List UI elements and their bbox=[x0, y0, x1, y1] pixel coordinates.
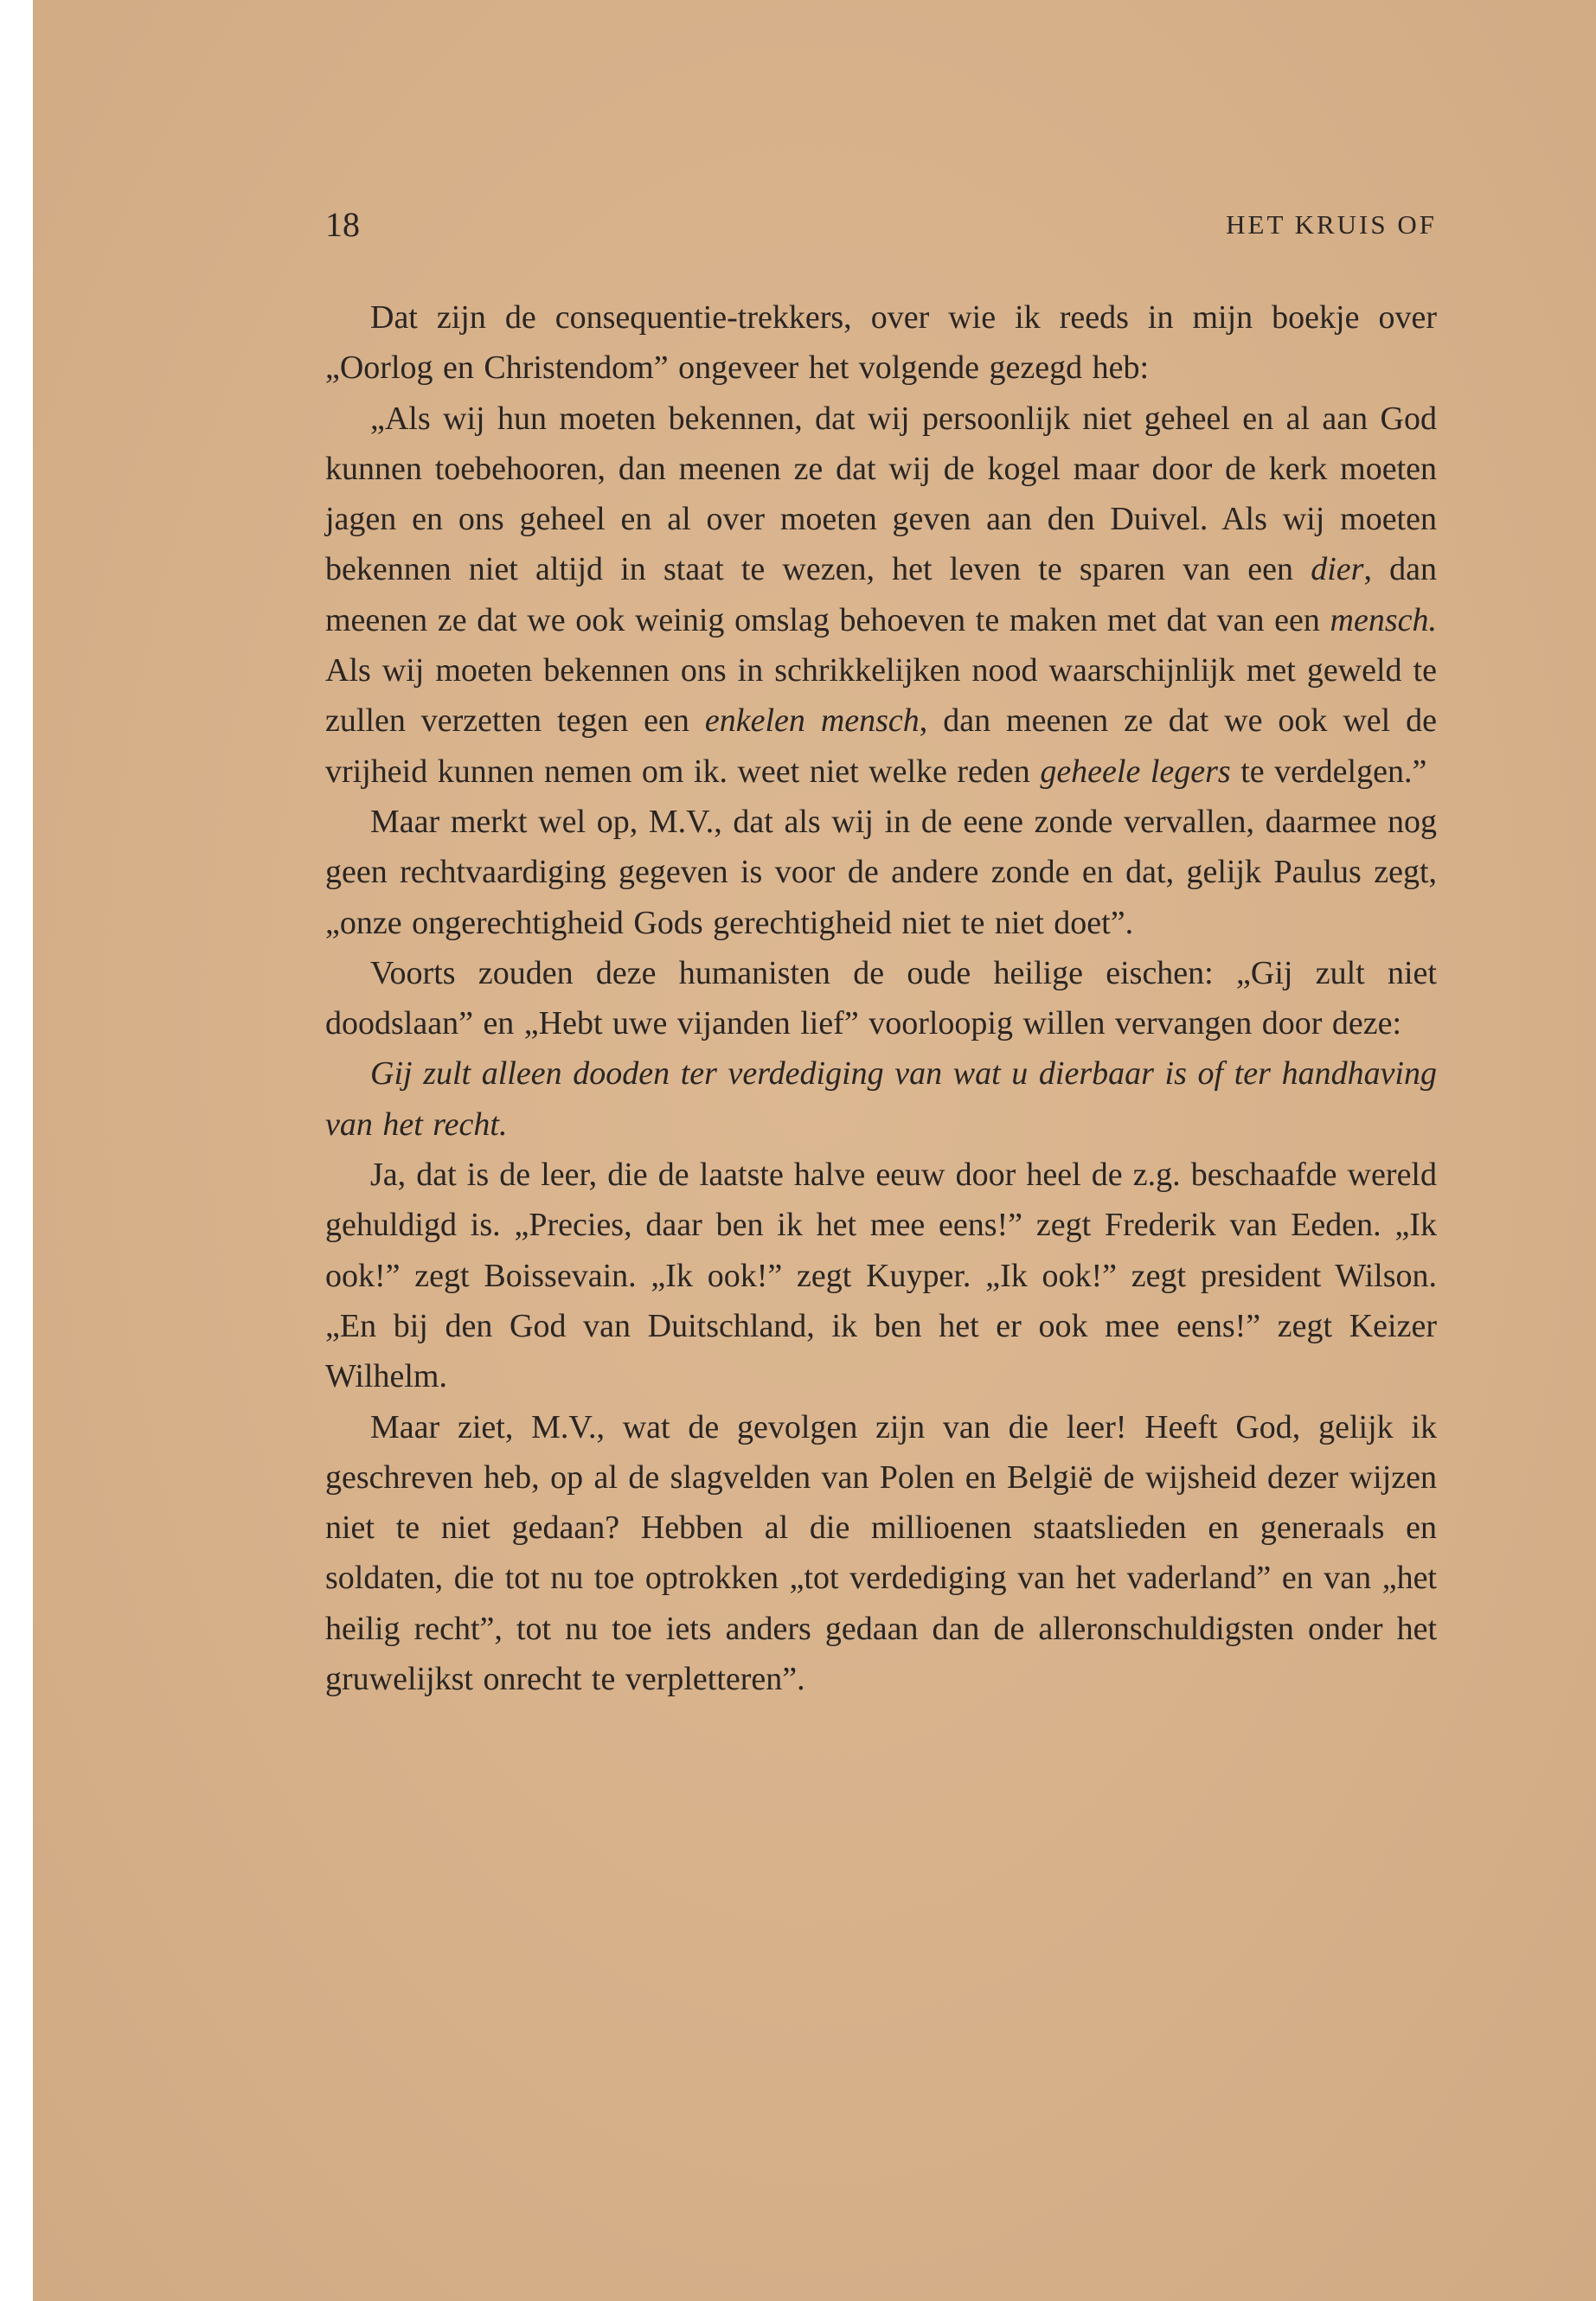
text-segment: , dan meenen ze dat we ook weinig omslag behoeven te maken met dat van een bbox=[325, 551, 1437, 638]
running-head: HET KRUIS OF bbox=[1226, 209, 1437, 240]
text-segment: Als wij moeten bekennen ons in schrikkelijken nood waarschijnlijk met geweld te zullen verzetten tegen een bbox=[325, 652, 1437, 740]
italic-segment: enkelen mensch bbox=[704, 702, 920, 740]
text-segment: Maar merkt wel op, M.V., dat als wij in de eene zonde vervallen, daarmee nog geen rechtvaardiging gegeven is voor de andere zonde en dat, gelijk Paulus zegt, „onze ongerechtigheid Gods gerechtigheid niet te niet doet”. bbox=[325, 803, 1437, 941]
paragraph bbox=[325, 1402, 1437, 1705]
text-segment: Ja, dat is de leer, die de laatste halve eeuw door heel de z.g. beschaafde wereld gehuldigd is. „Precies, daar ben ik het mee eens!” zegt Frederik van Eeden. „Ik ook!” zegt Boissevain. „Ik ook!” zegt Kuyper. „Ik ook!” zegt president Wilson. „En bij den God van Duitschland, ik ben het er ook mee eens!” zegt Keizer Wilhelm. bbox=[325, 1157, 1437, 1395]
paragraph bbox=[325, 948, 1437, 1049]
italic-segment: mensch. bbox=[1330, 601, 1437, 638]
paragraph bbox=[325, 394, 1437, 797]
paragraph bbox=[325, 292, 1437, 394]
paragraph bbox=[325, 1150, 1437, 1401]
italic-segment: geheele legers bbox=[1040, 753, 1231, 790]
body-text bbox=[325, 292, 1437, 1704]
text-segment: Voorts zouden deze humanisten de oude heilige eischen: „Gij zult niet doodslaan” en „Hebt uwe vijanden lief” voorloopig willen vervangen door deze: bbox=[325, 954, 1437, 1042]
text-segment: te verdelgen.” bbox=[1230, 753, 1427, 790]
page-header bbox=[325, 204, 1437, 247]
paragraph bbox=[325, 797, 1437, 948]
text-segment: Maar ziet, M.V., wat de gevolgen zijn van die leer! Heeft God, gelijk ik geschreven heb, op al de slagvelden van Polen en België de wijsheid dezer wijzen niet te niet gedaan? Hebben al die millioenen staatslieden en generaals en soldaten, die tot nu toe optrokken „tot verdediging van het vaderland” en van „het heilig recht”, tot nu toe iets anders gedaan dan de alleronschuldigsten onder het gruwelijkst onrecht te verpletteren”. bbox=[325, 1408, 1437, 1698]
italic-segment: Gij zult alleen dooden ter verdediging van wat u dierbaar is of ter handhaving van het recht. bbox=[325, 1055, 1437, 1143]
text-segment: „Als wij hun moeten bekennen, dat wij persoonlijk niet geheel en al aan God kunnen toebehooren, dan meenen ze dat wij de kogel maar door de kerk moeten jagen en ons geheel en al over moeten geven aan den Duivel. Als wij moeten bekennen niet altijd in staat te wezen, het leven te sparen van een bbox=[325, 400, 1437, 588]
italic-segment: dier bbox=[1311, 551, 1364, 588]
italic-paragraph bbox=[325, 1048, 1437, 1150]
text-segment: Dat zijn de consequentie-trekkers, over wie ik reeds in mijn boekje over „Oorlog en Christendom” ongeveer het volgende gezegd heb: bbox=[325, 299, 1437, 387]
page-number: 18 bbox=[325, 205, 360, 244]
text-segment: , dan meenen ze dat we ook wel de vrijheid kunnen nemen om ik. weet niet welke reden bbox=[325, 702, 1437, 790]
